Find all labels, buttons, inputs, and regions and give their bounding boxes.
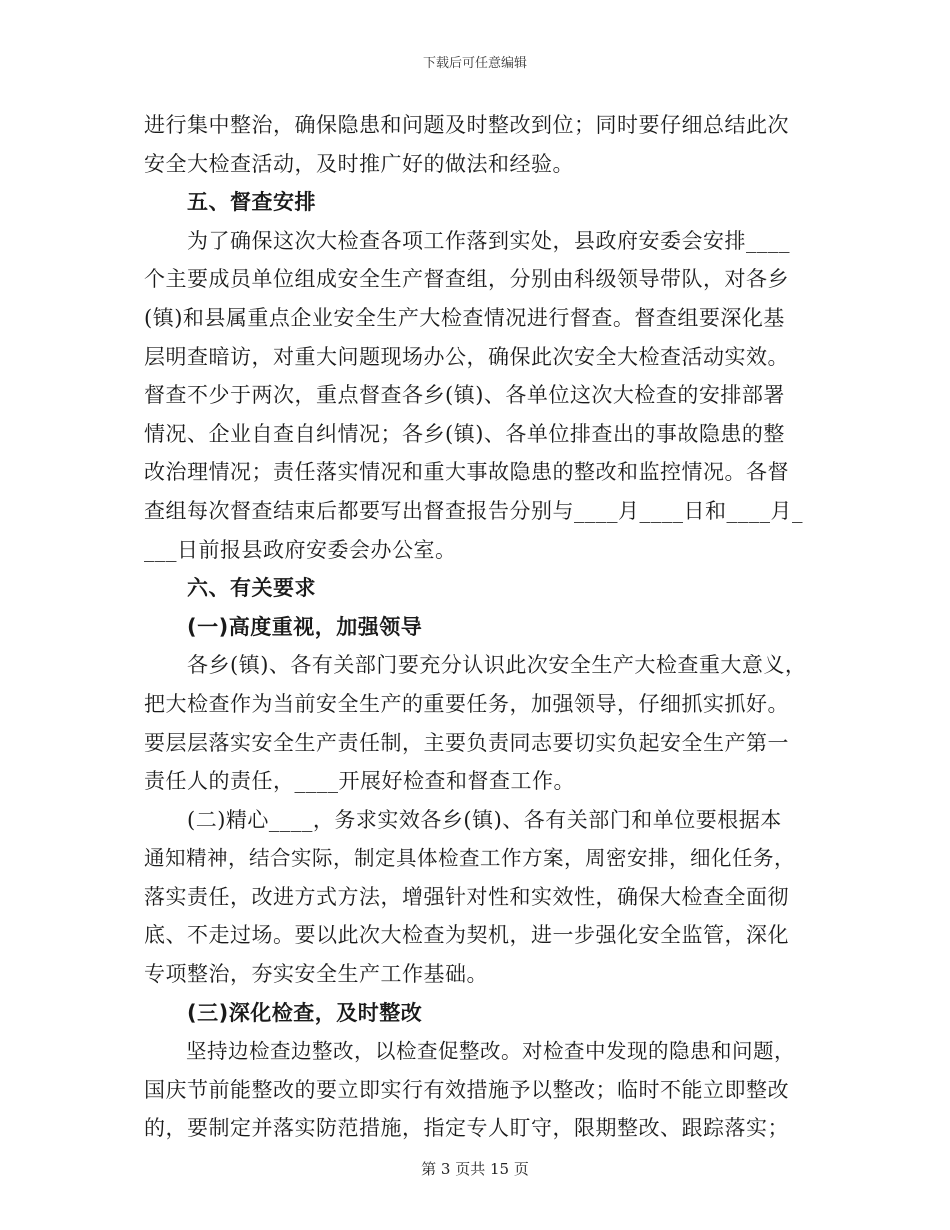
body-text-line: 的，要制定并落实防范措施，指定专人盯守，限期整改、跟踪落实；: [144, 1116, 789, 1141]
body-text-line: 国庆节前能整改的要立即实行有效措施予以整改；临时不能立即整改: [144, 1077, 789, 1102]
page-header: 下载后可任意编辑: [422, 56, 527, 71]
body-text-line: 坚持边检查边整改，以检查促整改。对检查中发现的隐患和问题，: [144, 1039, 795, 1064]
body-text-line: 安全大检查活动，及时推广好的做法和经验。: [144, 151, 574, 176]
body-text-line: 通知精神，结合实际，制定具体检查工作方案，周密安排，细化任务，: [144, 846, 795, 871]
body-text-line: 落实责任，改进方式方法，增强针对性和实效性，确保大检查全面彻: [144, 884, 789, 909]
body-text-line: 各乡(镇)、各有关部门要充分认识此次安全生产大检查重大意义，: [144, 653, 807, 678]
body-text-line: 改治理情况；责任落实情况和重大事故隐患的整改和监控情况。各督: [144, 460, 789, 485]
body-text-line: 专项整治，夯实安全生产工作基础。: [144, 962, 488, 987]
section-heading: (一)高度重视，加强领导: [144, 614, 423, 639]
section-heading: 六、有关要求: [144, 576, 316, 601]
body-text-line: 情况、企业自查自纠情况；各乡(镇)、各单位排查出的事故隐患的整: [144, 421, 785, 446]
section-heading: 五、督查安排: [144, 190, 316, 215]
body-text-line: 层明查暗访，对重大问题现场办公，确保此次安全大检查活动实效。: [144, 344, 789, 369]
body-text-line: 为了确保这次大检查各项工作落到实处，县政府安委会安排____: [144, 228, 790, 253]
body-text-line: (二)精心____，务求实效各乡(镇)、各有关部门和单位要根据本: [144, 807, 782, 832]
page-footer: 第 3 页共 15 页: [421, 1160, 529, 1178]
body-text-line: 查组每次督查结束后都要写出督查报告分别与____月____日和____月_: [144, 498, 803, 523]
body-text-line: 进行集中整治，确保隐患和问题及时整改到位；同时要仔细总结此次: [144, 113, 789, 137]
document-body: [144, 106, 809, 1148]
body-text-line: 个主要成员单位组成安全生产督查组，分别由科级领导带队，对各乡: [144, 267, 789, 292]
body-text-line: ___日前报县政府安委会办公室。: [144, 537, 457, 562]
section-heading: (三)深化检查，及时整改: [144, 1000, 423, 1025]
body-text-line: 要层层落实安全生产责任制，主要负责同志要切实负起安全生产第一: [144, 730, 789, 755]
body-text-line: 督查不少于两次，重点督查各乡(镇)、各单位这次大检查的安排部署: [144, 383, 785, 408]
body-text-line: (镇)和县属重点企业安全生产大检查情况进行督查。督查组要深化基: [144, 305, 785, 330]
body-text-line: 责任人的责任，____开展好检查和督查工作。: [144, 769, 575, 794]
body-text-line: 底、不走过场。要以此次大检查为契机，进一步强化安全监管，深化: [144, 923, 789, 948]
body-text-line: 把大检查作为当前安全生产的重要任务，加强领导，仔细抓实抓好。: [144, 691, 789, 716]
